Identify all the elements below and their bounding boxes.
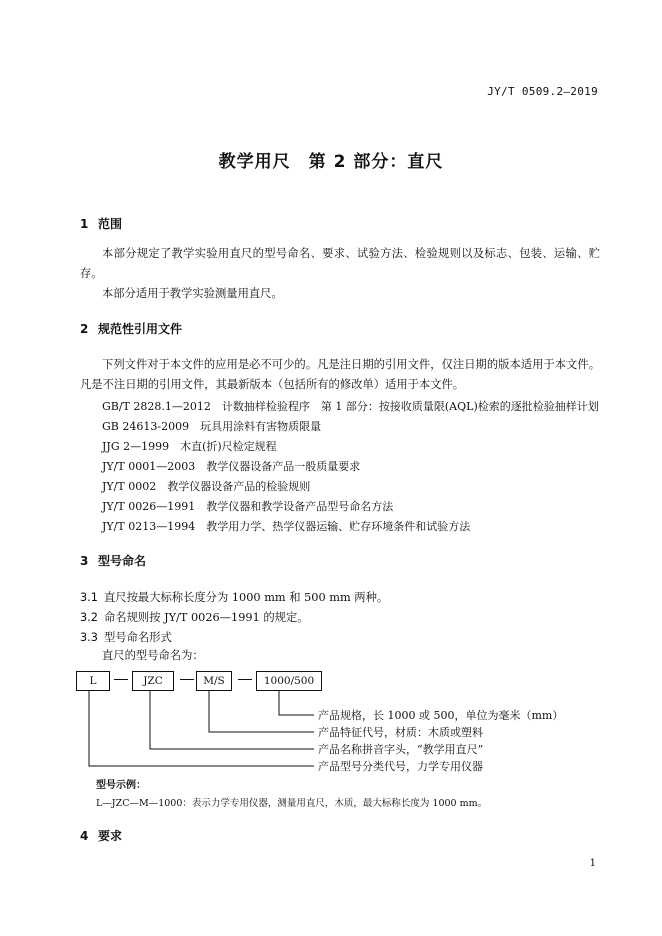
model-naming-lead: 直尺的型号命名为： <box>102 649 204 662</box>
code-label-spec: 产品规格，长 1000 或 500，单位为毫米（mm） <box>318 709 564 722</box>
section-number: 4 <box>80 829 89 843</box>
code-label-name: 产品名称拼音字头，“教学用直尺” <box>318 743 484 756</box>
section-number: 2 <box>80 322 89 336</box>
page-title: 教学用尺 第 2 部分：直尺 <box>218 152 444 172</box>
clause-3-1 <box>80 589 388 605</box>
clause-3-2 <box>80 609 309 625</box>
code-box-category: L <box>76 671 110 691</box>
code-box-material: M/S <box>196 671 232 691</box>
section-4-heading <box>80 827 122 844</box>
code-label-category: 产品型号分类代号，力学专用仪器 <box>318 760 483 773</box>
leader-line-category <box>89 690 314 766</box>
leader-line-name <box>150 690 314 749</box>
clause-3-3 <box>80 629 172 645</box>
code-separator <box>238 679 252 680</box>
clause-number: 3.2 <box>80 611 98 624</box>
reference-item: JY/T 0026—1991 教学仪器和教学设备产品型号命名方法 <box>102 500 394 513</box>
clause-number: 3.3 <box>80 631 98 644</box>
code-box-spec: 1000/500 <box>256 671 322 691</box>
section-number: 1 <box>80 217 89 231</box>
page-number: 1 <box>589 858 596 869</box>
scope-applicability: 本部分适用于教学实验测量用直尺。 <box>102 287 283 300</box>
code-box-name: JZC <box>132 671 174 691</box>
section-1-heading <box>80 215 122 232</box>
reference-item: JY/T 0002 教学仪器设备产品的检验规则 <box>102 480 311 493</box>
section-title: 型号命名 <box>98 554 147 568</box>
references-intro: 下列文件对于本文件的应用是必不可少的。凡是注日期的引用文件，仅注日期的版本适用于本文件。凡是不注日期的引用文件，其最新版本（包括所有的修改单）适用于本文件。 <box>80 358 600 391</box>
code-label-material: 产品特征代号，材质：木质或塑料 <box>318 726 483 739</box>
section-3-heading <box>80 552 146 569</box>
clause-number: 3.1 <box>80 591 98 604</box>
reference-item: GB 24613-2009 玩具用涂料有害物质限量 <box>102 420 322 433</box>
standard-id: JY/T 0509.2—2019 <box>487 85 598 98</box>
section-title: 范围 <box>98 217 123 231</box>
clause-text: 直尺按最大标称长度分为 1000 mm 和 500 mm 两种。 <box>104 591 389 604</box>
example-heading: 型号示例： <box>96 780 146 791</box>
reference-item: JJG 2—1999 木直(折)尺检定规程 <box>102 440 277 453</box>
section-title: 规范性引用文件 <box>98 322 183 336</box>
code-separator <box>180 679 194 680</box>
leader-line-spec <box>279 690 314 715</box>
clause-text: 命名规则按 JY/T 0026—1991 的规定。 <box>104 611 309 624</box>
scope-paragraph: 本部分规定了教学实验用直尺的型号命名、要求、试验方法、检验规则以及标志、包装、运输、贮存。 <box>80 247 600 280</box>
reference-item: JY/T 0001—2003 教学仪器设备产品一般质量要求 <box>102 460 361 473</box>
code-separator <box>114 679 128 680</box>
reference-item: JY/T 0213—1994 教学用力学、热学仪器运输、贮存环境条件和试验方法 <box>102 520 471 533</box>
leader-line-material <box>209 690 314 732</box>
reference-item: GB/T 2828.1—2012 计数抽样检验程序 第 1 部分：按接收质量限(AQL)检索的逐批检验抽样计划 <box>102 400 599 413</box>
example-text: L—JZC—M—1000：表示力学专用仪器，测量用直尺，木质，最大标称长度为 1000 mm。 <box>96 798 488 809</box>
section-number: 3 <box>80 554 89 568</box>
section-2-heading <box>80 320 182 337</box>
section-title: 要求 <box>98 829 123 843</box>
clause-text: 型号命名形式 <box>104 631 172 644</box>
